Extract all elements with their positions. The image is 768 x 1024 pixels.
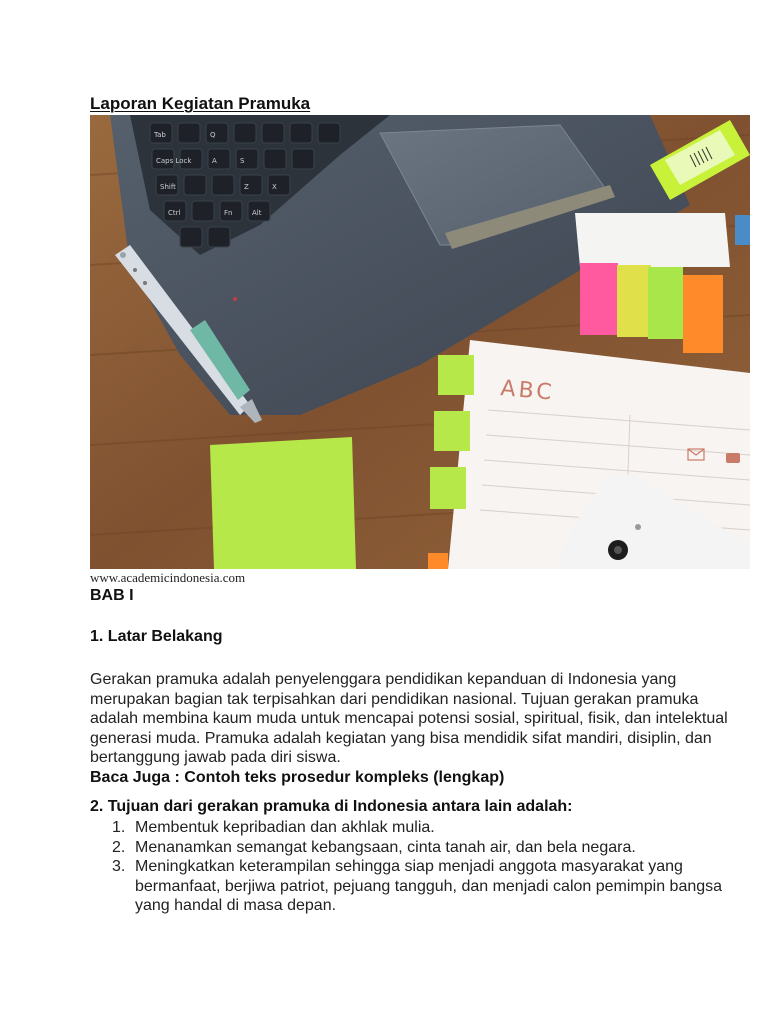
phone-icon	[726, 453, 740, 463]
key-ctrl: Ctrl	[168, 209, 181, 217]
key-alt: Alt	[252, 209, 262, 217]
list-item	[90, 818, 750, 838]
key-z: Z	[244, 183, 249, 191]
list-item	[90, 838, 750, 858]
key-a: A	[212, 157, 217, 165]
desk-photo-illustration	[90, 115, 750, 569]
chapter-heading: BAB I	[90, 587, 134, 604]
key-x: X	[272, 183, 277, 191]
key-fn: Fn	[224, 209, 233, 217]
desk-photo	[90, 115, 750, 569]
key-q: Q	[210, 131, 216, 139]
list-item-text: Menanamkan semangat kebangsaan, cinta tanah air, dan bela negara.	[135, 838, 636, 856]
section-heading-background: 1. Latar Belakang	[90, 628, 223, 645]
goals-list	[90, 818, 750, 916]
sticky-tab-pack	[575, 213, 730, 353]
document-title: Laporan Kegiatan Pramuka	[90, 94, 311, 113]
key-s: S	[240, 157, 245, 165]
background-paragraph: Gerakan pramuka adalah penyelenggara pendidikan kepanduan di Indonesia yang merupakan bagian tak terpisahkan dari pendidikan nasional. Tujuan gerakan pramuka adalah membina kaum muda untuk mencapai potensi sosial, spiritual, fisik, dan intelektual generasi muda. Pramuka adalah kegiatan yang bisa mendidik sifat mandiri, disiplin, dan bertanggung jawab pada diri siswa.	[90, 671, 728, 766]
list-item-number: 2.	[112, 838, 126, 856]
section-heading-goals: 2. Tujuan dari gerakan pramuka di Indonesia antara lain adalah:	[90, 798, 573, 815]
list-item-text: Membentuk kepribadian dan akhlak mulia.	[135, 819, 435, 836]
list-item-text: Meningkatkan keterampilan sehingga siap menjadi anggota masyarakat yang bermanfaat, berjiwa patriot, pejuang tangguh, dan menjadi calon pemimpin bangsa yang handal di masa depan.	[135, 858, 723, 914]
list-item	[90, 857, 750, 916]
key-shift: Shift	[160, 183, 176, 191]
list-item-number: 3.	[112, 858, 126, 875]
sticky-note	[210, 437, 356, 569]
key-tab: Tab	[154, 131, 166, 139]
read-also-link[interactable]: Baca Juga : Contoh teks prosedur kompleks (lengkap)	[90, 769, 505, 786]
image-source-caption: www.academicindonesia.com	[90, 570, 246, 585]
notebook-heading: ABC	[499, 376, 556, 406]
list-item-number: 1.	[112, 819, 126, 836]
key-caps: Caps Lock	[156, 157, 192, 165]
